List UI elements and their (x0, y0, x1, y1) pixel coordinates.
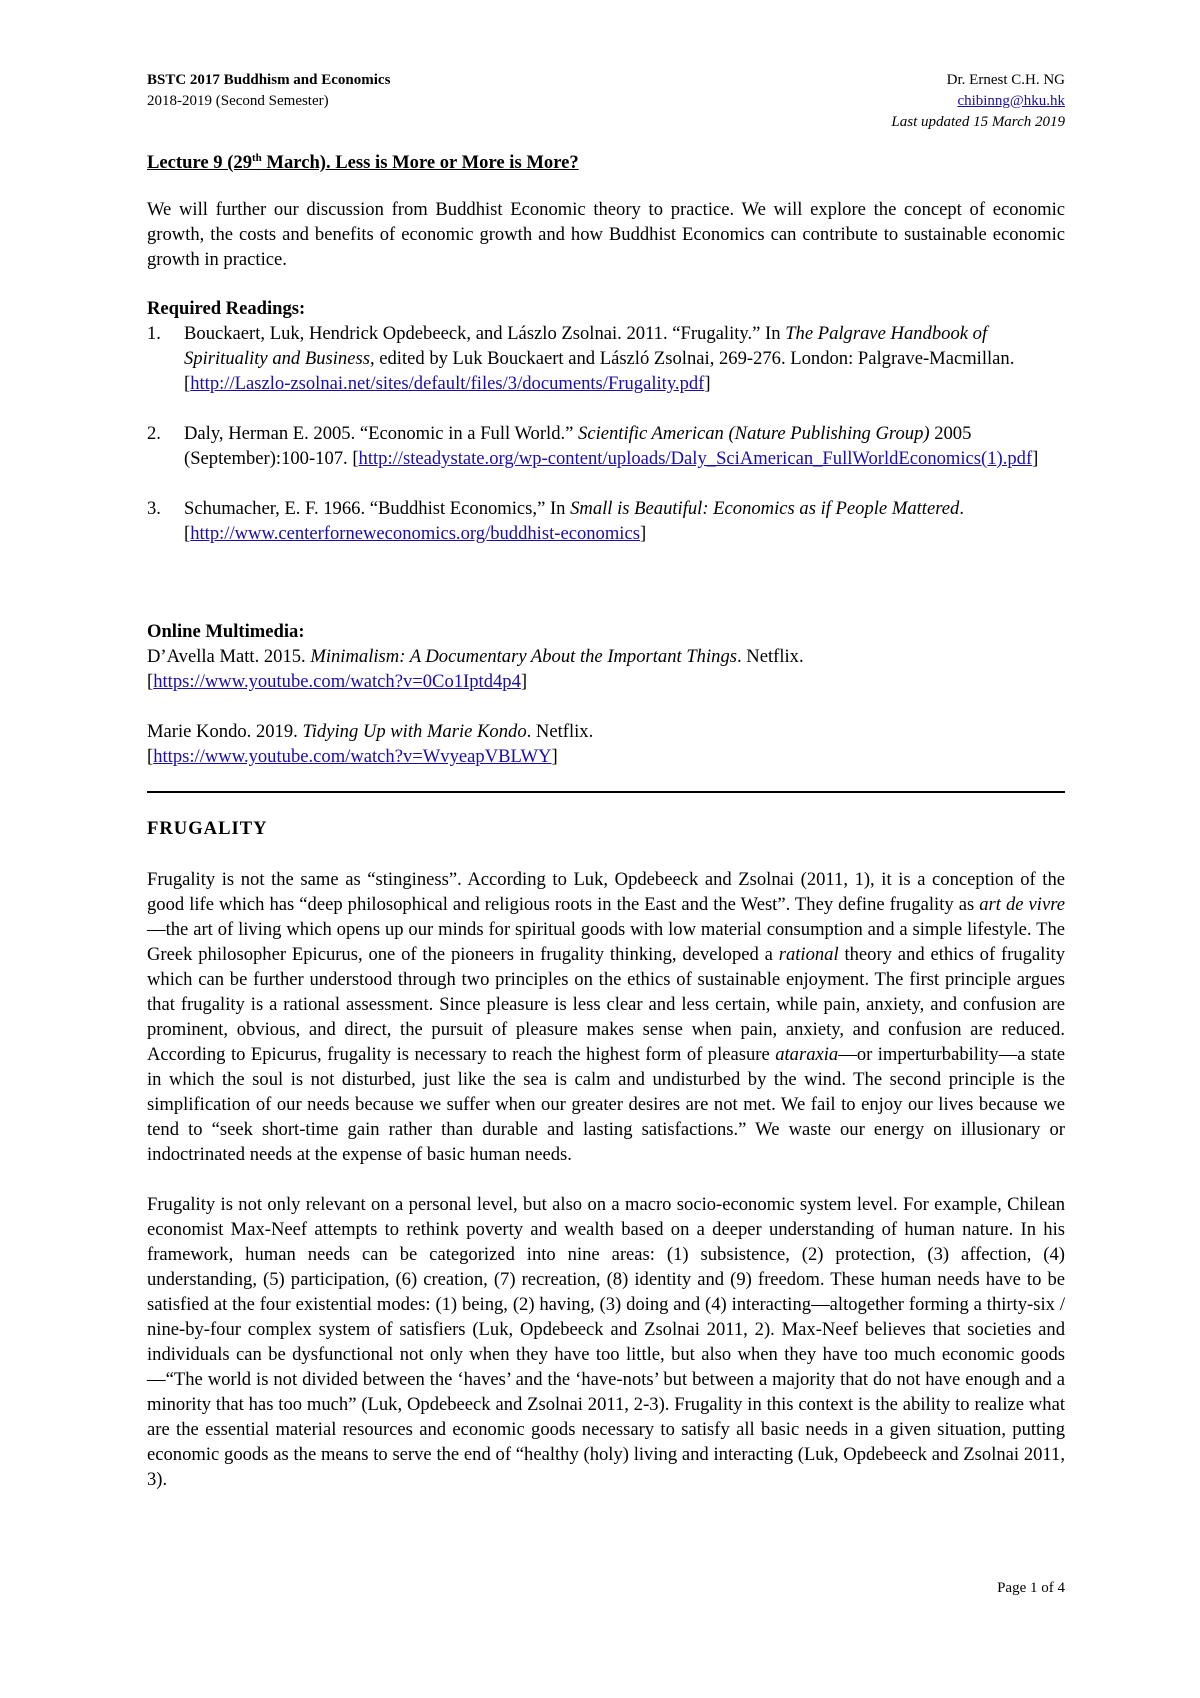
readings-list (147, 321, 1065, 546)
emphasis-term: rational (778, 944, 839, 965)
lecture-title-suffix: March). Less is More or More is More? (261, 152, 579, 174)
reading-text: . (959, 498, 964, 519)
last-updated: Last updated 15 March 2019 (891, 114, 1065, 130)
lecture-title (147, 146, 579, 175)
reading-link[interactable]: http://steadystate.org/wp-content/uploads/Daly_SciAmerican_FullWorldEconomics(1).pdf (358, 448, 1033, 469)
media-text: . Netflix. (526, 721, 594, 742)
reading-title: Small is Beautiful: Economics as if People Mattered (570, 498, 960, 519)
reading-item: 3. Schumacher, E. F. 1966. “Buddhist Economics,” In Small is Beautiful: Economics as if People Mattered. [http://www.centerforneweconomics.org/buddhist-economics] (147, 498, 964, 544)
intro-paragraph: We will further our discussion from Buddhist Economic theory to practice. We will explore the concept of economic growth, the costs and benefits of economic growth and how Buddhist Economics can contribute to sustainable economic growth in practice. (147, 199, 1065, 270)
reading-number: 2. (147, 423, 161, 444)
media-list (147, 644, 1065, 769)
media-item: Marie Kondo. 2019. Tidying Up with Marie Kondo. Netflix. [https://www.youtube.com/watch?v=WvyeapVBLWY] (147, 721, 594, 767)
frugality-heading: FRUGALITY (147, 818, 268, 839)
media-text: Marie Kondo. 2019. (147, 721, 303, 742)
reading-text: 2005 (September):100-107. (184, 423, 972, 469)
media-item: D’Avella Matt. 2015. Minimalism: A Documentary About the Important Things. Netflix. [https://www.youtube.com/watch?v=0Co1Iptd4p4] (147, 646, 804, 692)
document-header (147, 70, 1065, 133)
paragraph-text: theory and ethics of frugality which can be further understood through two principles on the ethics of sustainable enjoyment. The first principle argues that frugality is a rational assessment. Since pleasure is less clear and less certain, while pain, anxiety, and confusion are prominent, obvious, and direct, the pursuit of pleasure makes sense when pain, anxiety, and confusion are reduced. According to Epicurus, frugality is necessary to reach the highest form of pleasure (147, 944, 1065, 1065)
media-title: Tidying Up with Marie Kondo (302, 721, 527, 742)
online-multimedia-label: Online Multimedia: (147, 621, 305, 642)
reading-text: Bouckaert, Luk, Hendrick Opdebeeck, and Lászlo Zsolnai. 2011. “Frugality.” In (184, 323, 786, 344)
emphasis-term: ataraxia (775, 1044, 839, 1065)
paragraph-text: —the art of living which opens up our minds for spiritual goods with low material consumption and a simple lifestyle. The Greek philosopher Epicurus, one of the pioneers in frugality thinking, developed a (147, 919, 1065, 965)
frugality-paragraph-2: Frugality is not only relevant on a personal level, but also on a macro socio-economic system level. For example, Chilean economist Max-Neef attempts to rethink poverty and wealth based on a deeper understanding of human nature. In his framework, human needs can be categorized into nine areas: (1) subsistence, (2) protection, (3) affection, (4) understanding, (5) participation, (6) creation, (7) recreation, (8) identity and (9) freedom. These human needs have to be satisfied at the four existential modes: (1) being, (2) having, (3) doing and (4) interacting—altogether forming a thirty-six / nine-by-four complex system of satisfiers (Luk, Opdebeeck and Zsolnai 2011, 2). Max-Neef believes that societies and individuals can be dysfunctional not only when they have too little, but also when they have too much economic goods—“The world is not divided between the ‘haves’ and the ‘have-nots’ but between a majority that do not have enough and a minority that has too much” (Luk, Opdebeeck and Zsolnai 2011, 2-3). Frugality in this context is the ability to realize what are the essential material resources and economic goods necessary to satisfy all basic needs in a given situation, putting economic goods as the means to serve the end of “healthy (holy) living and interacting (Luk, Opdebeeck and Zsolnai 2011, 3). (147, 1194, 1065, 1490)
reading-item: 1. Bouckaert, Luk, Hendrick Opdebeeck, and Lászlo Zsolnai. 2011. “Frugality.” In The Palgrave Handbook of Spirituality and Business, edited by Luk Bouckaert and László Zsolnai, 269-276. London: Palgrave-Macmillan. [http://Laszlo-zsolnai.net/sites/default/files/3/documents/Frugality.pdf] (147, 323, 1015, 394)
reading-link[interactable]: http://www.centerforneweconomics.org/buddhist-economics (190, 523, 640, 544)
reading-text: Daly, Herman E. 2005. “Economic in a Full World.” (184, 423, 579, 444)
frugality-paragraph-1 (147, 867, 1065, 1167)
reading-item: 2. Daly, Herman E. 2005. “Economic in a Full World.” Scientific American (Nature Publishing Group) 2005 (September):100-107. [http://steadystate.org/wp-content/uploads/Daly_SciAmerican_FullWorldEconomics(1).pdf] (147, 423, 1039, 469)
reading-number: 3. (147, 498, 161, 519)
semester: 2018-2019 (Second Semester) (147, 93, 329, 109)
instructor-name: Dr. Ernest C.H. NG (946, 72, 1065, 88)
reading-text: Schumacher, E. F. 1966. “Buddhist Economics,” In (184, 498, 571, 519)
media-text: . Netflix. (736, 646, 804, 667)
lecture-intro (147, 197, 1065, 272)
reading-number: 1. (147, 323, 161, 344)
email-link[interactable]: chibinng@hku.hk (957, 93, 1065, 109)
lecture-title-prefix: Lecture 9 (29 (147, 152, 252, 174)
section-divider (147, 791, 1065, 793)
emphasis-term: art de vivre (979, 894, 1066, 915)
lecture-title-sup: th (252, 152, 262, 164)
frugality-body (147, 867, 1065, 1492)
reading-title: The Palgrave Handbook of Spirituality and Business (184, 323, 988, 369)
paragraph-text: Frugality is not the same as “stinginess”. According to Luk, Opdebeeck and Zsolnai (2011, 1), it is a conception of the good life which has “deep philosophical and religious roots in the East and the West”. They define frugality as (147, 869, 1065, 915)
reading-title: Scientific American (Nature Publishing Group) (578, 423, 930, 444)
online-multimedia-section (147, 619, 1065, 769)
paragraph-text: —or imperturbability—a state in which the soul is not disturbed, just like the sea is calm and undisturbed by the wind. The second principle is the simplification of our needs because we suffer when our greater desires are not met. We fail to enjoy our lives because we tend to “seek short-time gain rather than durable and lasting satisfactions.” We waste our energy on illusionary or indoctrinated needs at the expense of basic human needs. (147, 1044, 1065, 1165)
media-link[interactable]: https://www.youtube.com/watch?v=0Co1Iptd4p4 (153, 671, 521, 692)
media-link[interactable]: https://www.youtube.com/watch?v=WvyeapVBLWY (153, 746, 552, 767)
required-readings-label: Required Readings: (147, 298, 306, 319)
course-title: BSTC 2017 Buddhism and Economics (147, 72, 391, 88)
reading-text: , edited by Luk Bouckaert and László Zsolnai, 269-276. London: Palgrave-Macmillan. (369, 348, 1015, 369)
required-readings-section (147, 296, 1065, 571)
media-title: Minimalism: A Documentary About the Important Things (310, 646, 737, 667)
media-text: D’Avella Matt. 2015. (147, 646, 311, 667)
reading-link[interactable]: http://Laszlo-zsolnai.net/sites/default/files/3/documents/Frugality.pdf (190, 373, 705, 394)
page-number: Page 1 of 4 (997, 1580, 1065, 1596)
